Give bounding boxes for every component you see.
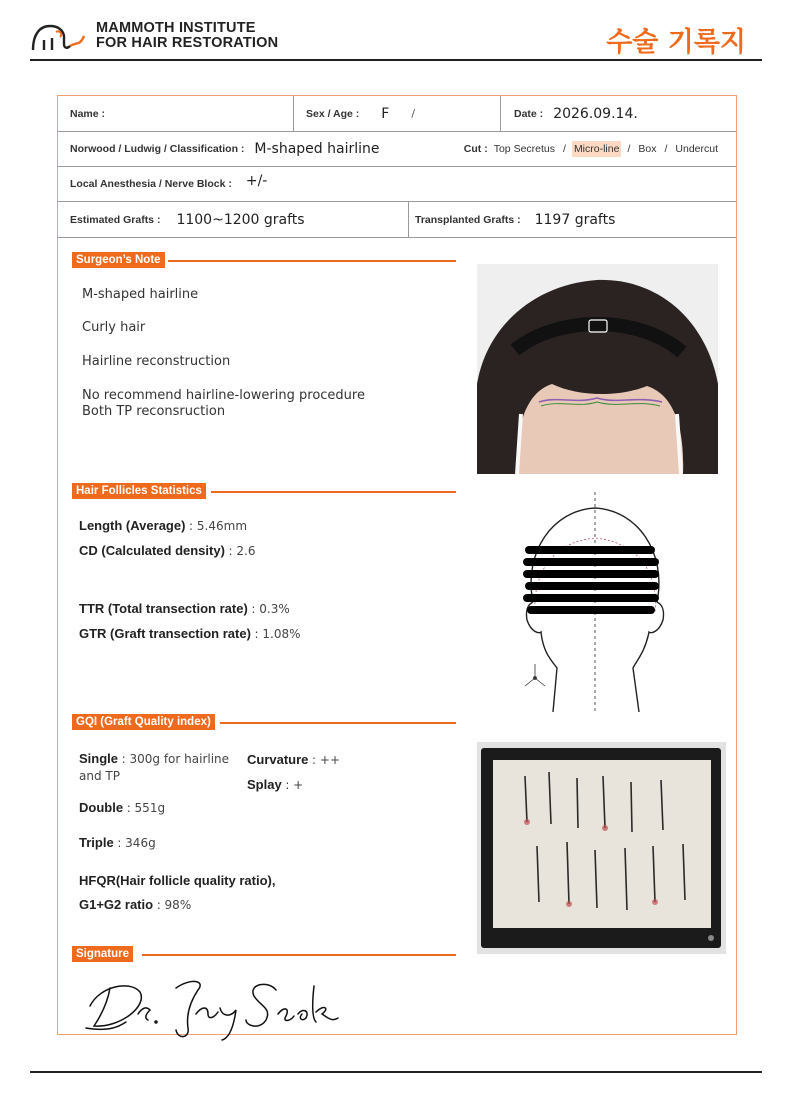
stat-cd [79,543,256,558]
signature-title: Signature [72,946,133,962]
cut-option-undercut[interactable]: Undercut [675,143,718,155]
section-rule [220,722,456,724]
stat-ttr [79,601,290,616]
single-value: : 300g for hairline [121,752,230,766]
follicle-stats-title: Hair Follicles Statistics [72,483,206,499]
splay-label: Splay [247,777,282,792]
gtr-label: GTR (Graft transection rate) [79,626,251,641]
sex-age-label: Sex / Age : [306,107,360,120]
curvature-label: Curvature [247,752,309,767]
hfqr-label: HFQR(Hair follicle quality ratio), [79,873,276,888]
single-value-cont: and TP [79,769,120,783]
hairline-photo-image [477,264,718,474]
double-value: : 551g [126,801,166,815]
cut-selector[interactable] [464,132,720,166]
note-line: Curly hair [82,320,146,335]
cut-label: Cut : [463,143,488,155]
cut-option-box[interactable]: Box [638,143,657,155]
institute-name [96,21,278,51]
section-rule [211,491,456,493]
gqi-single-cont [79,768,120,783]
cut-separator: / [664,143,668,155]
cut-option-micro-line[interactable]: Micro-line [573,143,620,155]
row-classification-cut [58,132,736,167]
curvature-value: : ++ [312,753,341,767]
footer-divider [30,1071,762,1073]
transplanted-grafts-value: 1197 grafts [534,211,616,228]
head-back-diagram [513,492,678,714]
cd-value: : 2.6 [228,544,256,558]
classification-field[interactable] [70,132,380,166]
handwritten-signature [80,966,350,1046]
date-value: 2026.09.14. [553,105,638,122]
note-line: Hairline reconstruction [82,354,231,369]
divider [293,96,294,131]
length-value: : 5.46mm [189,519,248,533]
cut-option-top-secretus[interactable]: Top Secretus [493,143,556,155]
gqi-hfqr [79,873,275,888]
gtr-value: : 1.08% [254,627,301,641]
graft-monitor-photo [477,742,726,954]
triple-label: Triple [79,835,114,850]
estimated-grafts-field[interactable] [70,202,305,237]
anesthesia-value: +/- [245,173,268,189]
note-line: No recommend hairline-lowering procedure [82,388,365,403]
length-label: Length (Average) [79,518,186,533]
gqi-single [79,751,229,766]
gqi-curvature [247,752,340,767]
gqi-triple [79,835,156,850]
mammoth-logo-icon [30,22,88,52]
donor-area-diagram [513,492,678,714]
stat-gtr [79,626,301,641]
row-grafts [58,202,736,238]
section-rule [142,954,456,956]
hairline-photo [477,264,718,474]
date-label: Date : [514,107,544,120]
ttr-label: TTR (Total transection rate) [79,601,248,616]
g-ratio-label: G1+G2 ratio [79,897,154,912]
section-rule [168,260,456,262]
divider [500,96,501,131]
transplanted-grafts-label: Transplanted Grafts : [415,213,521,226]
page-header [30,18,762,62]
divider [408,202,409,237]
graft-monitor-image [477,742,726,954]
note-line: Both TP reconsruction [82,404,226,419]
single-label: Single [79,751,119,766]
header-divider [30,59,762,61]
gqi-splay [247,777,303,792]
triple-value: : 346g [117,836,156,850]
estimated-grafts-label: Estimated Grafts : [70,213,161,226]
document-title: 수술 기록지 [606,27,746,58]
row-name-sex-date [58,96,736,132]
row-anesthesia [58,167,736,202]
redaction-bars [523,546,659,614]
stat-length [79,518,247,533]
cd-label: CD (Calculated density) [79,543,225,558]
gqi-title: GQI (Graft Quality index) [72,714,215,730]
institute-name-line2: FOR HAIR RESTORATION [96,35,279,51]
double-label: Double [79,800,124,815]
date-field[interactable] [514,96,638,131]
record-form [57,95,737,1035]
transplanted-grafts-field[interactable] [415,202,615,237]
name-label: Name : [70,107,106,120]
institute-name-line1: MAMMOTH INSTITUTE [96,20,256,36]
sex-value: F [381,105,390,122]
estimated-grafts-value: 1100~1200 grafts [176,211,305,228]
splay-value: : + [285,778,304,792]
sex-age-separator: / [411,107,416,120]
gqi-double [79,800,165,815]
name-field[interactable] [70,96,113,131]
anesthesia-label: Local Anesthesia / Nerve Block : [70,178,232,190]
classification-label: Norwood / Ludwig / Classification : [70,143,245,155]
classification-value: M-shaped hairline [254,141,380,157]
gqi-g-ratio [79,897,191,912]
cut-separator: / [627,143,631,155]
cut-separator: / [563,143,566,155]
note-line: M-shaped hairline [82,287,199,302]
sex-age-field[interactable] [306,96,423,131]
ttr-value: : 0.3% [251,602,290,616]
anesthesia-field[interactable] [70,167,267,201]
surgeons-note-title: Surgeon’s Note [72,252,165,268]
g-ratio-value: : 98% [156,898,192,912]
